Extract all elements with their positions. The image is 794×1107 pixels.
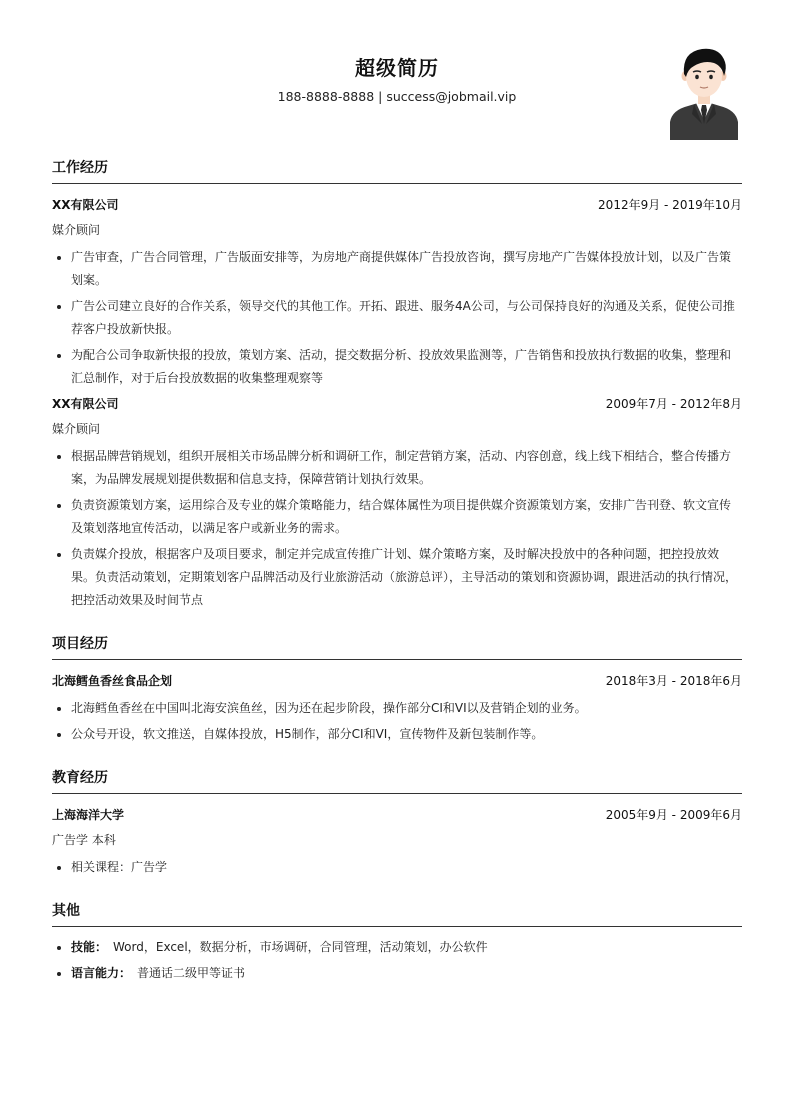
section-title-education: 教育经历 — [52, 765, 742, 794]
project-name: 北海鳕鱼香丝食品企划 — [52, 674, 173, 688]
bullet-item: • 广告公司建立良好的合作关系，领导交代的其他工作。开拓、跟进、服务4A公司，与公司保持良好的沟通及关系，促使公司推荐客户投放新快报。 — [71, 295, 742, 341]
skills-text: Word，Excel，数据分析，市场调研，合同管理，活动策划，办公软件 — [113, 940, 488, 954]
degree: 广告学 本科 — [52, 833, 116, 847]
project-entry — [52, 673, 742, 746]
work-entry — [52, 396, 742, 612]
skills-label: 技能： — [71, 940, 108, 954]
section-title-work: 工作经历 — [52, 155, 742, 184]
language-text: 普通话二级甲等证书 — [137, 966, 246, 980]
section-title-project: 项目经历 — [52, 631, 742, 660]
bullet-item: • 根据品牌营销规划，组织开展相关市场品牌分析和调研工作，制定营销方案，活动、内容创意，线上线下相结合，整合传播方案，为品牌发展规划提供数据和信息支持，保障营销计划执行效果。 — [71, 445, 742, 491]
work-experience-section — [52, 155, 742, 612]
language-label: 语言能力： — [71, 966, 132, 980]
bullet-list — [52, 445, 742, 612]
bullet-item: • 负责媒介投放，根据客户及项目要求，制定并完成宣传推广计划、媒介策略方案，及时解决投放中的各种问题，把控投放效果。负责活动策划，定期策划客户品牌活动及行业旅游活动（旅游总评），主导活动的策划和资源协调，跟进活动的执行情况，把控活动效果及时间节点 — [71, 543, 742, 612]
candidate-name: 超级简历 — [355, 56, 439, 80]
work-entry — [52, 197, 742, 390]
education-section — [52, 765, 742, 879]
project-experience-section — [52, 631, 742, 746]
date-range: 2018年3月 - 2018年6月 — [605, 674, 742, 688]
education-entry — [52, 807, 742, 879]
other-section — [52, 898, 742, 985]
company-name: XX有限公司 — [52, 198, 119, 212]
date-range: 2012年9月 - 2019年10月 — [598, 198, 742, 212]
date-range: 2005年9月 - 2009年6月 — [605, 808, 742, 822]
bullet-item: • 负责资源策划方案，运用综合及专业的媒介策略能力，结合媒体属性为项目提供媒介资源策划方案，安排广告刊登、软文宣传及策划落地宣传活动，以满足客户或新业务的需求。 — [71, 494, 742, 540]
school-name: 上海海洋大学 — [52, 808, 125, 822]
bullet-item: • 公众号开设，软文推送，自媒体投放，H5制作，部分CI和VI，宣传物件及新包装制作等。 — [71, 723, 742, 746]
date-range: 2009年7月 - 2012年8月 — [605, 397, 742, 411]
bullet-item: • 广告审查，广告合同管理，广告版面安排等，为房地产商提供媒体广告投放咨询，撰写房地产广告媒体投放计划，以及广告策划案。 — [71, 246, 742, 292]
bullet-list — [52, 936, 742, 985]
bullet-list — [52, 246, 742, 390]
company-name: XX有限公司 — [52, 397, 119, 411]
bullet-item: • 北海鳕鱼香丝在中国叫北海安滨鱼丝，因为还在起步阶段，操作部分CI和VI以及营销企划的业务。 — [71, 697, 742, 720]
skills-item — [71, 936, 742, 959]
contact-info: 188-8888-8888 | success@jobmail.vip — [277, 89, 517, 104]
resume-content — [52, 155, 742, 988]
avatar — [668, 44, 740, 140]
bullet-item: • 相关课程：广告学 — [71, 856, 742, 879]
job-title: 媒介顾问 — [52, 422, 101, 436]
job-title: 媒介顾问 — [52, 223, 101, 237]
bullet-list — [52, 856, 742, 879]
language-item — [71, 962, 742, 985]
resume-header — [0, 0, 794, 150]
bullet-item: • 为配合公司争取新快报的投放，策划方案、活动，提交数据分析、投放效果监测等，广告销售和投放执行数据的收集，整理和汇总制作，对于后台投放数据的收集整理观察等 — [71, 344, 742, 390]
section-title-other: 其他 — [52, 898, 742, 927]
bullet-list — [52, 697, 742, 746]
